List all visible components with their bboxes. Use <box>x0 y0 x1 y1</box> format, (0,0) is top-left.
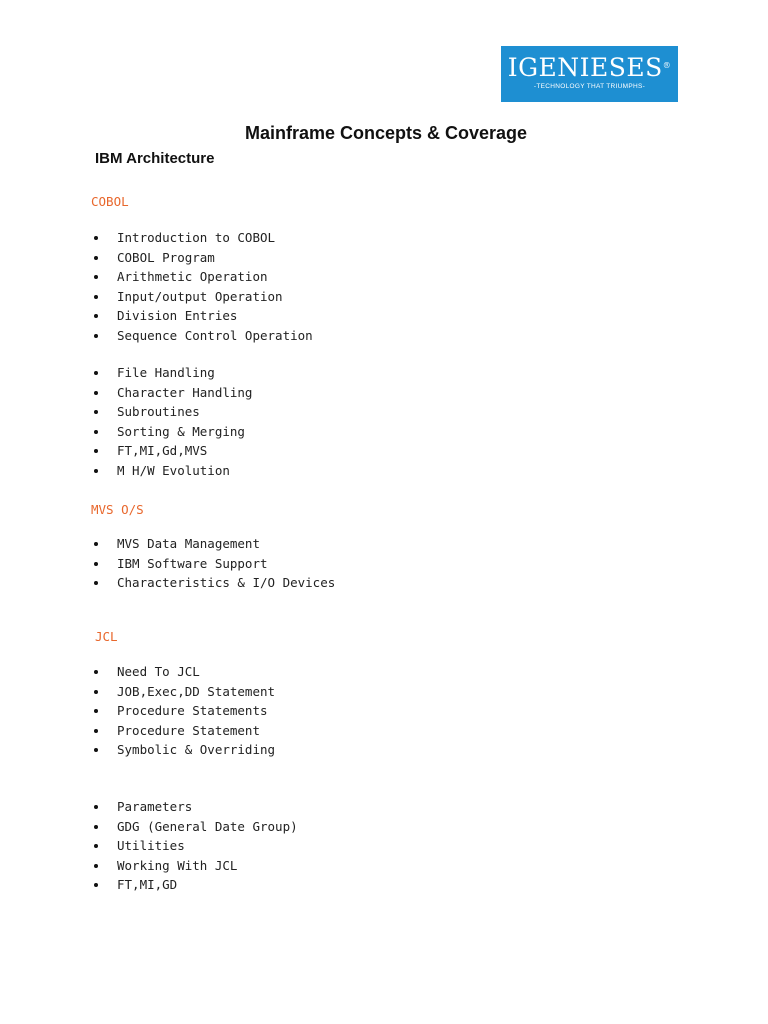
bullet-icon <box>94 371 98 375</box>
list-item <box>0 875 298 895</box>
bullet-icon <box>94 391 98 395</box>
list-item <box>0 856 298 876</box>
list-item <box>0 662 275 682</box>
bullet-icon <box>94 729 98 733</box>
list-item <box>0 228 313 248</box>
list-item <box>0 306 313 326</box>
jcl-topic-list-1 <box>0 662 275 760</box>
document-subtitle: IBM Architecture <box>95 150 215 167</box>
list-item <box>0 817 298 837</box>
bullet-icon <box>94 581 98 585</box>
cobol-heading: COBOL <box>91 194 129 209</box>
bullet-icon <box>94 295 98 299</box>
jcl-topic-list-2 <box>0 797 298 895</box>
bullet-icon <box>94 410 98 414</box>
list-item-label: Procedure Statements <box>117 703 268 718</box>
bullet-icon <box>94 256 98 260</box>
bullet-icon <box>94 469 98 473</box>
list-item-label: Characteristics & I/O Devices <box>117 575 336 590</box>
list-item <box>0 363 252 383</box>
jcl-heading: JCL <box>95 629 118 644</box>
logo-name <box>501 54 678 82</box>
bullet-icon <box>94 844 98 848</box>
list-item-label: Input/output Operation <box>117 288 283 304</box>
list-item <box>0 326 313 346</box>
list-item <box>0 836 298 856</box>
list-item <box>0 248 313 268</box>
bullet-icon <box>94 709 98 713</box>
list-item <box>0 534 335 554</box>
list-item <box>0 740 275 760</box>
list-item <box>0 287 313 307</box>
bullet-icon <box>94 430 98 434</box>
bullet-icon <box>94 748 98 752</box>
list-item-label: Introduction to COBOL <box>117 230 276 245</box>
list-item-label: Symbolic & Overriding <box>117 742 276 757</box>
company-logo <box>501 46 678 102</box>
list-item-label: File Handling <box>117 365 215 380</box>
logo-name-text: IGENIESES <box>507 53 663 82</box>
list-item-label: GDG (General Date Group) <box>117 818 298 834</box>
list-item-label: COBOL Program <box>117 249 215 265</box>
list-item-label: Utilities <box>117 838 185 853</box>
cobol-topic-list-1 <box>0 228 313 345</box>
list-item <box>0 441 252 461</box>
list-item-label: FT,MI,Gd,MVS <box>117 443 208 458</box>
logo-tagline: -TECHNOLOGY THAT TRIUMPHS- <box>533 83 646 90</box>
list-item-label: Division Entries <box>117 308 238 323</box>
list-item <box>0 554 335 574</box>
list-item-label: Arithmetic Operation <box>117 269 268 284</box>
bullet-icon <box>94 236 98 240</box>
bullet-icon <box>94 275 98 279</box>
list-item-label: Procedure Statement <box>117 722 260 738</box>
list-item <box>0 461 252 481</box>
bullet-icon <box>94 670 98 674</box>
list-item <box>0 573 335 593</box>
list-item <box>0 402 252 422</box>
bullet-icon <box>94 805 98 809</box>
bullet-icon <box>94 449 98 453</box>
list-item-label: Sorting & Merging <box>117 423 245 439</box>
list-item-label: Character Handling <box>117 384 253 400</box>
bullet-icon <box>94 825 98 829</box>
list-item-label: Need To JCL <box>117 664 200 679</box>
document-title: Mainframe Concepts & Coverage <box>244 123 528 143</box>
list-item-label: JOB,Exec,DD Statement <box>117 683 276 699</box>
bullet-icon <box>94 562 98 566</box>
list-item <box>0 383 252 403</box>
bullet-icon <box>94 314 98 318</box>
list-item <box>0 721 275 741</box>
list-item-label: Sequence Control Operation <box>117 327 313 343</box>
bullet-icon <box>94 883 98 887</box>
list-item-label: Subroutines <box>117 404 200 419</box>
bullet-icon <box>94 864 98 868</box>
list-item-label: M H/W Evolution <box>117 462 230 478</box>
list-item-label: MVS Data Management <box>117 536 260 551</box>
list-item <box>0 701 275 721</box>
list-item <box>0 797 298 817</box>
list-item-label: IBM Software Support <box>117 555 268 571</box>
bullet-icon <box>94 542 98 546</box>
list-item <box>0 267 313 287</box>
list-item-label: FT,MI,GD <box>117 877 178 892</box>
registered-mark: ® <box>662 61 672 70</box>
list-item-label: Working With JCL <box>117 857 238 873</box>
bullet-icon <box>94 334 98 338</box>
list-item <box>0 422 252 442</box>
bullet-icon <box>94 690 98 694</box>
mvs-heading: MVS O/S <box>91 502 144 517</box>
list-item <box>0 682 275 702</box>
cobol-topic-list-2 <box>0 363 252 480</box>
mvs-topic-list <box>0 534 335 593</box>
list-item-label: Parameters <box>117 799 193 814</box>
